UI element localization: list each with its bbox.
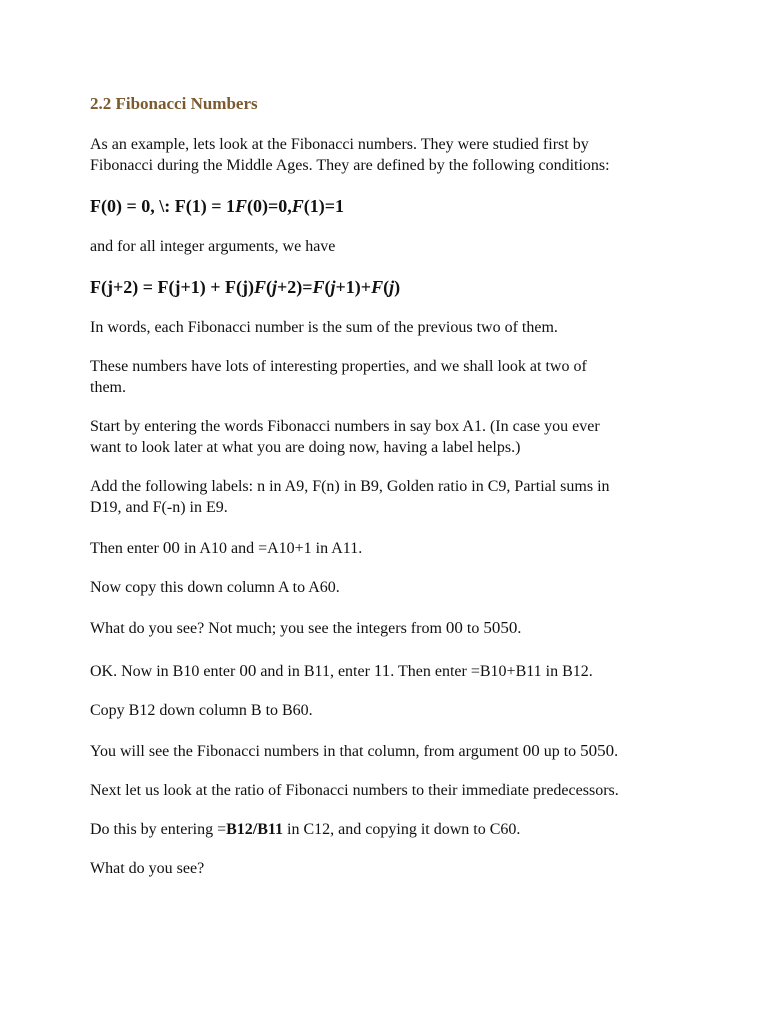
paragraph-start-line1: Start by entering the words Fibonacci numbers in say box A1. (In case you ever	[90, 418, 600, 435]
paragraph-intro-line1: As an example, lets look at the Fibonacci numbers. They were studied first by	[90, 136, 589, 153]
number-run: 5050	[483, 618, 518, 637]
paragraph-in-words: In words, each Fibonacci number is the sum of the previous two of them.	[90, 319, 558, 336]
equation-run: j	[389, 277, 395, 297]
equation-run: F	[371, 277, 384, 297]
paragraph-intro-line2: Fibonacci during the Middle Ages. They are defined by the following conditions:	[90, 157, 610, 174]
text-run: . Then enter =B10+B11 in B12.	[390, 663, 593, 680]
text-run: Then enter	[90, 540, 163, 557]
equation-run: (	[383, 277, 390, 297]
text-run: .	[517, 620, 522, 637]
paragraph-properties-line1: These numbers have lots of interesting properties, and we shall look at two of	[90, 358, 587, 375]
number-run: 00	[445, 618, 463, 637]
text-run: What do you see? Not much; you see the integers from	[90, 620, 446, 637]
text-run: Do this by entering =	[90, 821, 227, 838]
equation-run: (0)=0,	[247, 196, 292, 216]
equation-run: +2)=	[277, 277, 313, 297]
text-run: OK. Now in B10 enter	[90, 663, 240, 680]
bold-slash: /	[252, 821, 258, 838]
text-run: .	[614, 743, 619, 760]
equation-run: j	[271, 277, 277, 297]
paragraph-start-line2: want to look later at what you are doing now, having a label helps.)	[90, 439, 521, 456]
equation-initial-conditions	[90, 196, 344, 217]
equation-plain-text: F(0) = 0, \: F(1) = 1	[90, 196, 235, 216]
bold-cell-ref: B11	[257, 821, 284, 838]
paragraph-enter-b10	[90, 660, 593, 682]
paragraph-ratio: Next let us look at the ratio of Fibonacci numbers to their immediate predecessors.	[90, 782, 619, 799]
text-run: up to	[539, 743, 581, 760]
text-run: in C12, and copying it down to C60.	[283, 821, 521, 838]
number-run: 11	[373, 661, 391, 680]
number-run: 00	[162, 538, 180, 557]
equation-run: F	[253, 277, 266, 297]
equation-run: F	[291, 196, 304, 216]
equation-run: (1)=1	[303, 196, 345, 216]
equation-run: +1)+	[335, 277, 372, 297]
number-run: 00	[522, 741, 540, 760]
equation-plain-text: F(j+2) = F(j+1) + F(j)	[90, 277, 254, 297]
equation-run: F	[312, 277, 325, 297]
equation-run: (	[265, 277, 272, 297]
paragraph-what-do-you-see: What do you see?	[90, 860, 205, 877]
paragraph-copy-column-a: Now copy this down column A to A60.	[90, 579, 340, 596]
paragraph-what-do-you-see-integers	[90, 617, 521, 639]
paragraph-properties-line2: them.	[90, 379, 126, 396]
equation-run: j	[330, 277, 336, 297]
paragraph-fibonacci-column	[90, 740, 618, 762]
paragraph-enter-a10	[90, 537, 362, 559]
equation-run: F	[234, 196, 247, 216]
equation-run: )	[394, 277, 401, 297]
paragraph-copy-column-b: Copy B12 down column B to B60.	[90, 702, 313, 719]
paragraph-enter-c12	[90, 819, 520, 840]
paragraph-labels-line1: Add the following labels: n in A9, F(n) in B9, Golden ratio in C9, Partial sums in	[90, 478, 610, 495]
text-run: You will see the Fibonacci numbers in that column, from argument	[90, 743, 523, 760]
bold-cell-ref: B12	[226, 821, 253, 838]
paragraph-integer-arguments: and for all integer arguments, we have	[90, 238, 336, 255]
text-run: and in B11, enter	[256, 663, 374, 680]
number-run: 5050	[580, 741, 615, 760]
paragraph-labels-line2: D19, and F(-n) in E9.	[90, 499, 228, 516]
text-run: in A10 and =A10+1 in A11.	[179, 540, 363, 557]
number-run: 00	[239, 661, 257, 680]
text-run: to	[462, 620, 484, 637]
section-heading: 2.2 Fibonacci Numbers	[90, 94, 258, 113]
equation-run: (	[324, 277, 331, 297]
equation-recurrence	[90, 277, 400, 298]
